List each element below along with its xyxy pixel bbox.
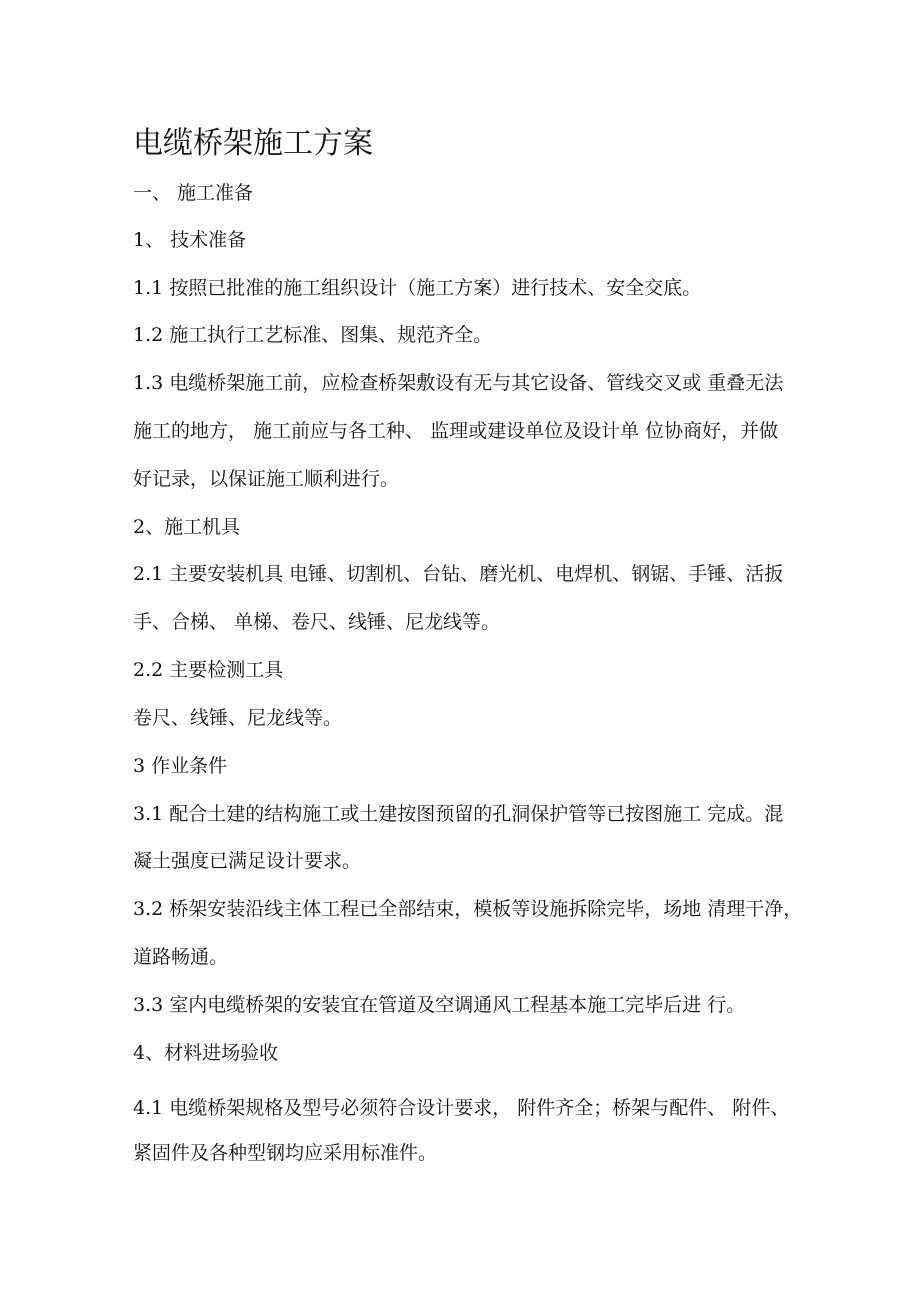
paragraph-line: 3.3 室内电缆桥架的安装宜在管道及空调通风工程基本施工完毕后进 行。 xyxy=(133,994,746,1016)
paragraph-line: 凝土强度已满足设计要求。 xyxy=(133,850,362,872)
paragraph-line: 卷尺、线锤、尼龙线等。 xyxy=(133,707,343,729)
document-title: 电缆桥架施工方案 xyxy=(133,126,373,161)
section-heading-1: 一、 施工准备 xyxy=(133,182,254,204)
paragraph-line: 施工的地方， 施工前应与各工种、 监理或建设单位及设计单 位协商好，并做 xyxy=(133,420,779,442)
paragraph-line: 1.1 按照已批准的施工组织设计（施工方案）进行技术、安全交底。 xyxy=(133,277,702,299)
paragraph-line: 1.3 电缆桥架施工前，应检查桥架敷设有无与其它设备、管线交叉或 重叠无法 xyxy=(133,372,784,394)
paragraph-line: 道路畅通。 xyxy=(133,946,229,968)
paragraph-line: 好记录，以保证施工顺利进行。 xyxy=(133,468,400,490)
paragraph-line: 1.2 施工执行工艺标准、图集、规范齐全。 xyxy=(133,324,493,346)
paragraph-line: 4.1 电缆桥架规格及型号必须符合设计要求， 附件齐全；桥架与配件、 附件、 xyxy=(133,1097,790,1119)
subsection-heading-1: 1、 技术准备 xyxy=(133,229,247,251)
paragraph-line: 2.1 主要安装机具 电锤、切割机、台钻、磨光机、电焊机、钢锯、手锤、活扳 xyxy=(133,563,784,585)
paragraph-line: 紧固件及各种型钢均应采用标准件。 xyxy=(133,1142,438,1164)
paragraph-line: 3.1 配合土建的结构施工或土建按图预留的孔洞保护管等已按图施工 完成。混 xyxy=(133,803,784,825)
subsection-heading-2: 2、施工机具 xyxy=(133,516,241,538)
paragraph-line: 手、合梯、 单梯、卷尺、线锤、尼龙线等。 xyxy=(133,611,501,633)
paragraph-line: 2.2 主要检测工具 xyxy=(133,659,284,681)
subsection-heading-4: 4、材料进场验收 xyxy=(133,1042,279,1064)
subsection-heading-3: 3 作业条件 xyxy=(133,755,228,777)
paragraph-line: 3.2 桥架安装沿线主体工程已全部结束，模板等设施拆除完毕，场地 清理干净， xyxy=(133,898,803,920)
